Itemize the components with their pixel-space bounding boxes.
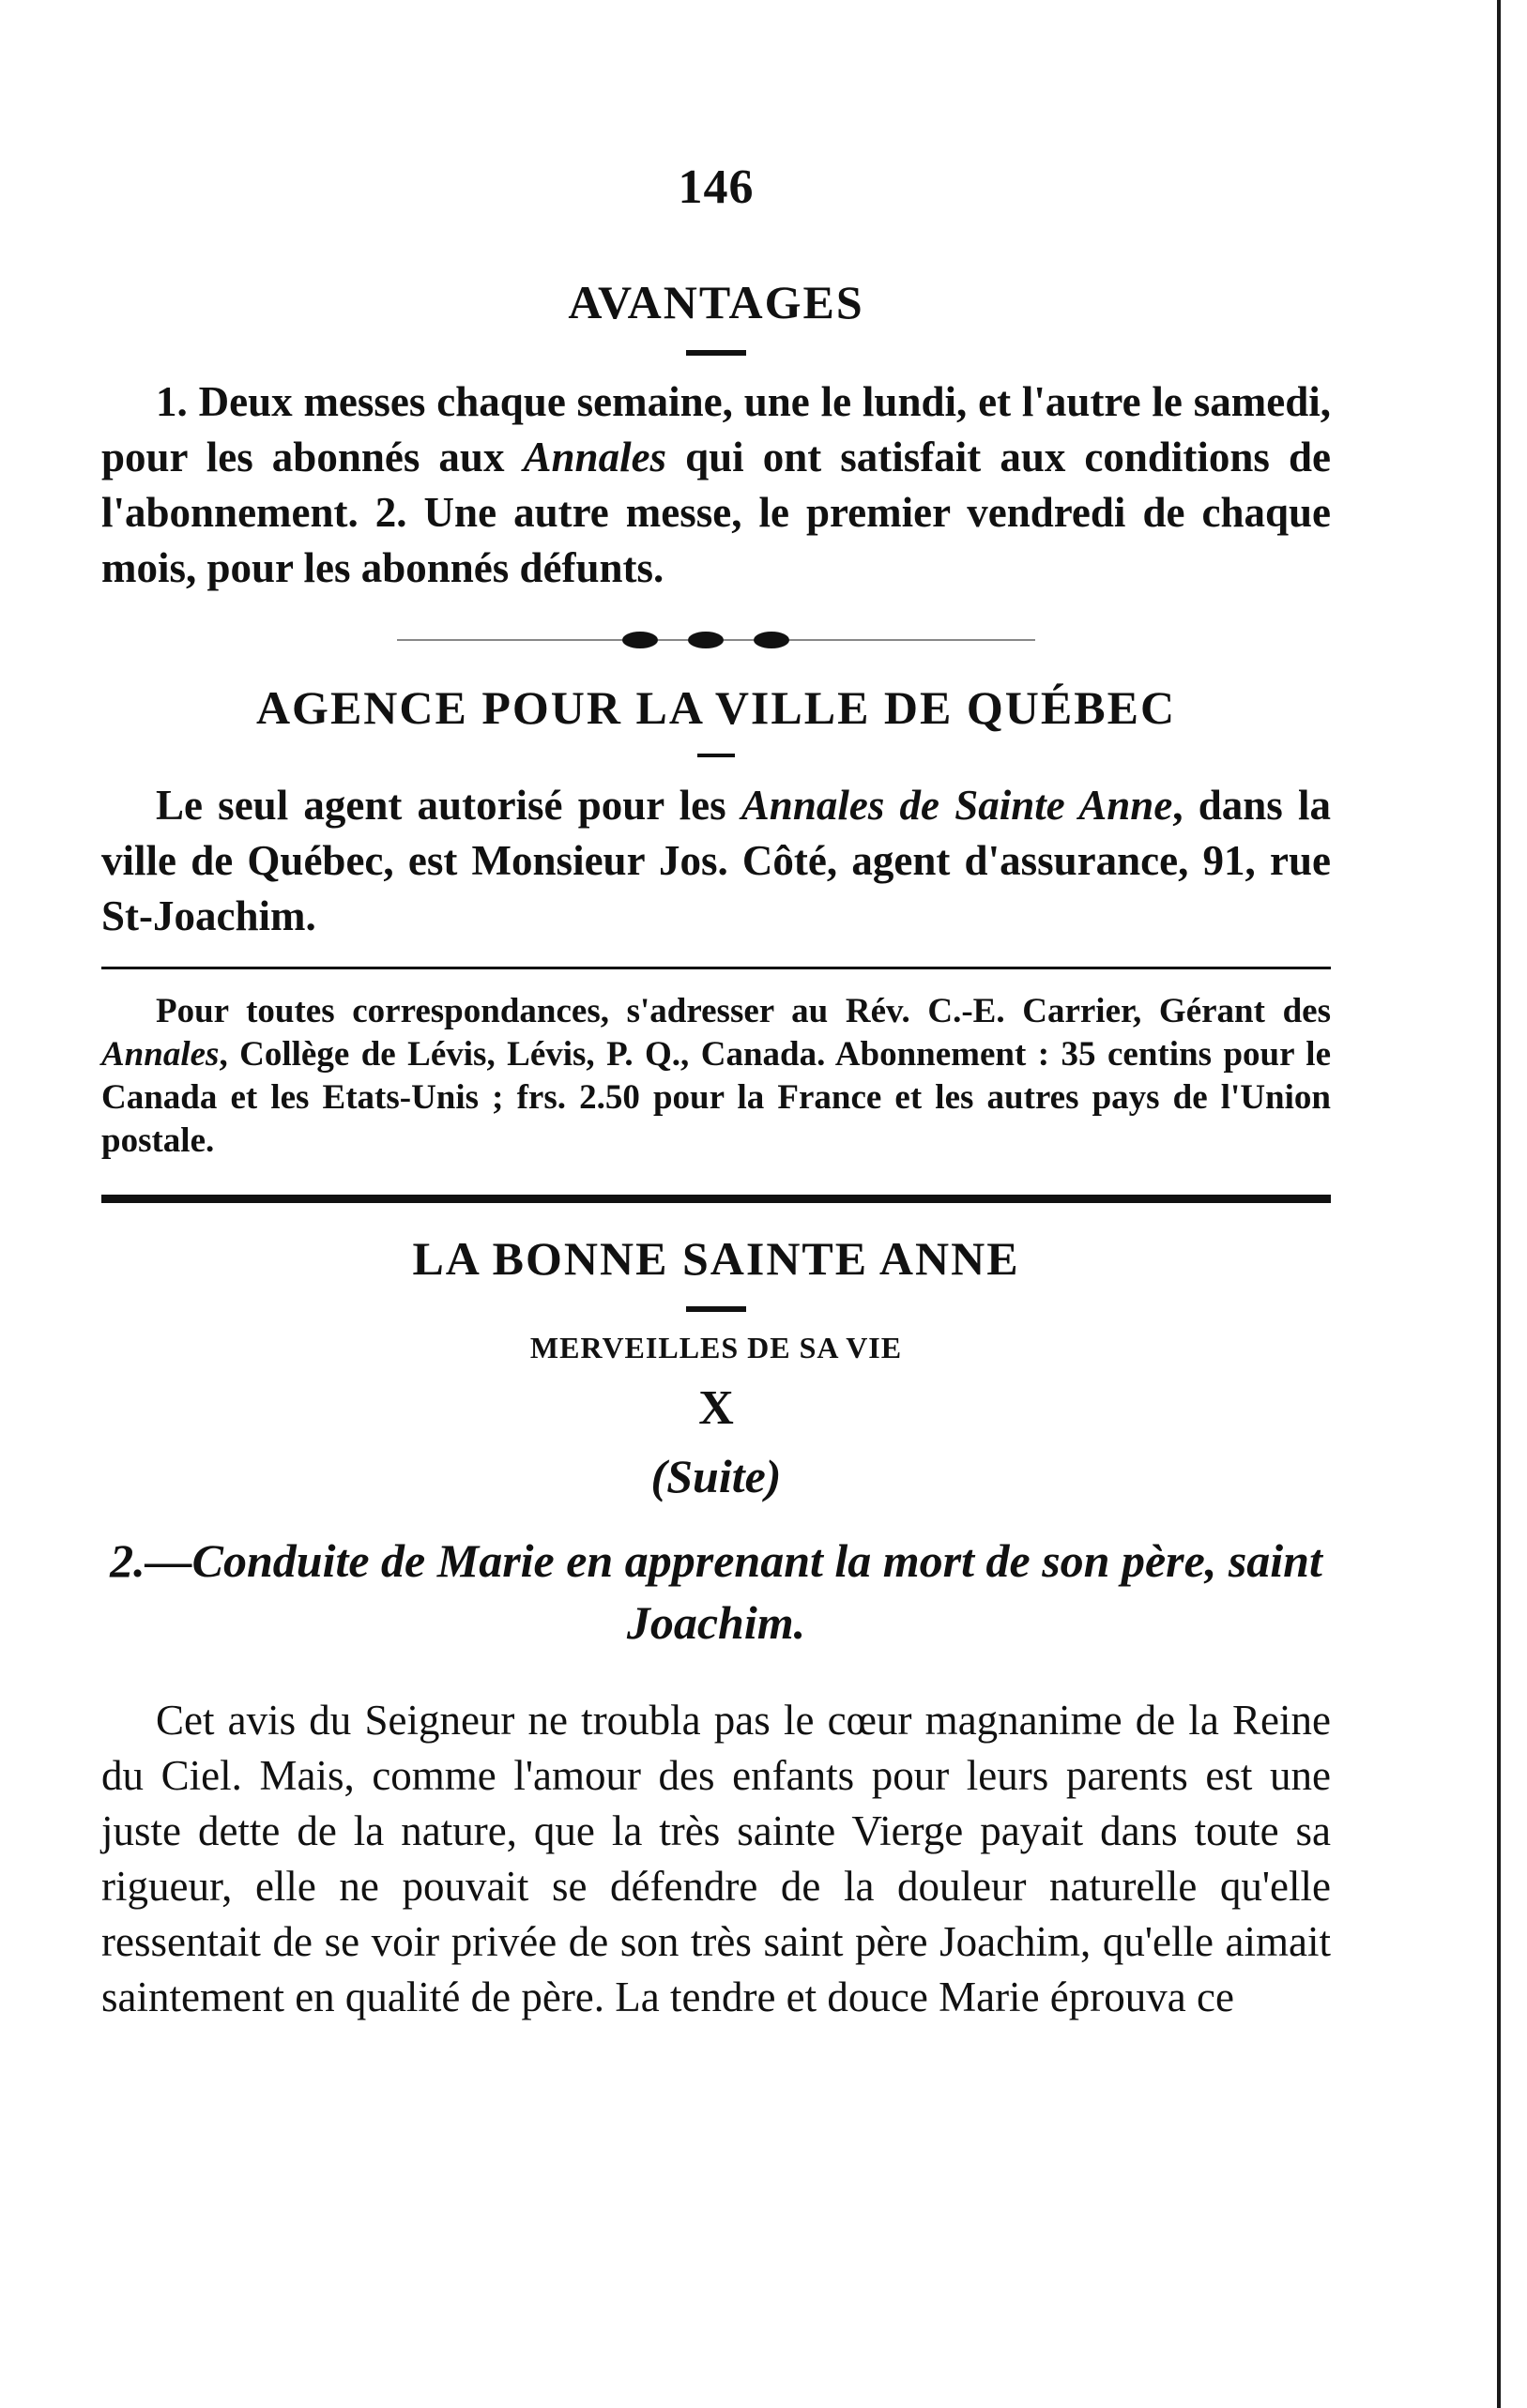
- page-number: 146: [678, 160, 755, 214]
- article-subheading: MERVEILLES DE SA VIE: [529, 1331, 903, 1364]
- heading-dash: [686, 350, 746, 356]
- agence-heading: AGENCE POUR LA VILLE DE QUÉBEC: [255, 681, 1177, 734]
- avantages-heading: AVANTAGES: [568, 276, 864, 328]
- article-paragraph: Cet avis du Seigneur ne troubla pas le cœur magnanime de la Reine du Ciel. Mais, comme l'amour des enfants pour leurs parents est une juste dette de la nature, que la très sainte Vierge payait dans toute sa rigueur, elle ne pouvait se défendre de la douleur naturelle qu'elle ressentait de se voir privée de son très saint père Joachim, qu'elle aimait saintement en qualité de père. La tendre et douce Marie éprouva ce: [101, 1697, 1331, 2020]
- page-edge-line: [1497, 0, 1501, 2408]
- correspondance-text: Pour toutes correspondances, s'adresser au Rév. C.-E. Carrier, Gérant des: [156, 992, 1331, 1030]
- agence-text-end: , dans la ville de Québec, est Monsieur Jos. Côté, agent d'assurance, 91, rue St-Joachim.: [101, 782, 1331, 939]
- correspondance-paragraph: [101, 990, 1331, 1163]
- heading-dash: [697, 754, 735, 757]
- ornamental-rule: [397, 637, 1035, 643]
- suite-label: (Suite): [650, 1450, 782, 1502]
- annales-title-italic: Annales de Sainte Anne: [741, 782, 1173, 829]
- thin-rule: [101, 967, 1331, 969]
- avantages-paragraph: [101, 374, 1331, 596]
- annales-italic: Annales: [101, 1035, 220, 1074]
- heading-dash: [686, 1306, 746, 1312]
- section-title: 2.—Conduite de Marie en apprenant la mort de son père, saint Joachim.: [110, 1534, 1322, 1649]
- agence-paragraph: [101, 778, 1331, 944]
- article-heading: LA BONNE SAINTE ANNE: [412, 1232, 1020, 1285]
- book-page: [101, 160, 1331, 2025]
- avantages-text-end: qui ont satisfait aux conditions de l'abonnement. 2. Une autre messe, le premier vendredi de chaque mois, pour les abonnés défunts.: [101, 434, 1331, 591]
- chapter-numeral: X: [698, 1381, 734, 1435]
- thick-rule: [101, 1195, 1331, 1203]
- correspondance-text-end: , Collège de Lévis, Lévis, P. Q., Canada. Abonnement : 35 centins pour le Canada et les Etats-Unis ; frs. 2.50 pour la France et les autres pays de l'Union postale.: [101, 1035, 1331, 1160]
- avantages-text: 1. Deux messes chaque semaine, une le lundi, et l'autre le samedi, pour les abonnés aux: [101, 378, 1331, 480]
- annales-italic: Annales: [523, 434, 667, 480]
- agence-text: Le seul agent autorisé pour les: [156, 782, 741, 829]
